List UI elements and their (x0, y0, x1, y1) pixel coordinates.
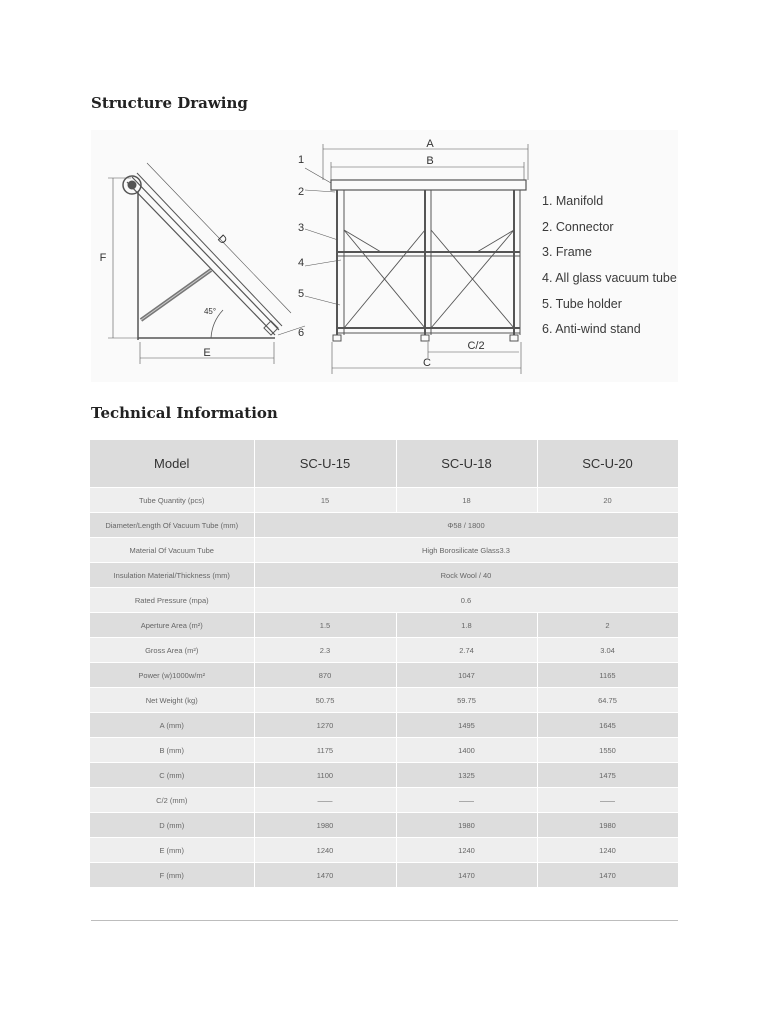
table-cell: 3.04 (537, 638, 678, 663)
table-row (90, 763, 678, 788)
table-row (90, 738, 678, 763)
row-label: C (mm) (90, 763, 254, 788)
table-cell: 1470 (396, 863, 537, 888)
row-label: Gross Area (m²) (90, 638, 254, 663)
legend-item: 4. All glass vacuum tube (542, 271, 677, 286)
dim-label-d: D (215, 232, 230, 247)
column-header: SC-U-15 (254, 440, 396, 488)
table-row (90, 813, 678, 838)
merged-cell: 0.6 (254, 588, 678, 613)
dim-label-b: B (426, 155, 434, 167)
parts-legend (542, 189, 677, 343)
dim-label-c: C (423, 357, 431, 369)
table-row (90, 588, 678, 613)
table-row (90, 688, 678, 713)
table-row (90, 538, 678, 563)
table-cell: 2.74 (396, 638, 537, 663)
table-cell: 1495 (396, 713, 537, 738)
row-label: Rated Pressure (mpa) (90, 588, 254, 613)
table-cell: 870 (254, 663, 396, 688)
table-row (90, 663, 678, 688)
dim-label-a: A (426, 138, 434, 150)
table-cell: 1240 (254, 838, 396, 863)
table-cell: 15 (254, 488, 396, 513)
table-cell: 1475 (537, 763, 678, 788)
row-label: B (mm) (90, 738, 254, 763)
table-cell: 1240 (396, 838, 537, 863)
row-label: C/2 (mm) (90, 788, 254, 813)
structure-drawing-heading: Structure Drawing (91, 94, 248, 112)
column-header: Model (90, 440, 254, 488)
dim-label-f: F (99, 252, 107, 264)
row-label: Diameter/Length Of Vacuum Tube (mm) (90, 513, 254, 538)
row-label: Insulation Material/Thickness (mm) (90, 563, 254, 588)
callout-2: 2 (297, 186, 305, 198)
callout-4: 4 (297, 257, 305, 269)
callout-6: 6 (297, 327, 305, 339)
merged-cell: Rock Wool / 40 (254, 563, 678, 588)
row-label: Tube Quantity (pcs) (90, 488, 254, 513)
row-label: D (mm) (90, 813, 254, 838)
table-cell: 1550 (537, 738, 678, 763)
callout-5: 5 (297, 288, 305, 300)
dim-label-e: E (203, 347, 211, 359)
merged-cell: High Borosilicate Glass3.3 (254, 538, 678, 563)
table-cell: 1270 (254, 713, 396, 738)
table-row (90, 638, 678, 663)
table-cell: 1047 (396, 663, 537, 688)
callout-1: 1 (297, 154, 305, 166)
table-row (90, 863, 678, 888)
table-cell: 1400 (396, 738, 537, 763)
legend-item: 3. Frame (542, 245, 593, 260)
table-row (90, 838, 678, 863)
table-cell: —— (254, 788, 396, 813)
row-label: Power (w)1000w/m² (90, 663, 254, 688)
table-cell: 2.3 (254, 638, 396, 663)
bottom-divider (91, 920, 678, 921)
legend-item: 1. Manifold (542, 194, 604, 208)
table-cell: 1980 (537, 813, 678, 838)
row-label: F (mm) (90, 863, 254, 888)
table-cell: 1165 (537, 663, 678, 688)
table-row (90, 563, 678, 588)
structure-drawing (91, 130, 678, 382)
table-cell: 18 (396, 488, 537, 513)
table-cell: 1980 (254, 813, 396, 838)
table-cell: 1175 (254, 738, 396, 763)
table-cell: 1470 (537, 863, 678, 888)
table-row (90, 488, 678, 513)
table-cell: —— (537, 788, 678, 813)
table-cell: 64.75 (537, 688, 678, 713)
legend-item: 6. Anti-wind stand (542, 322, 641, 337)
angle-label: 45° (203, 307, 217, 316)
table-row (90, 788, 678, 813)
row-label: Net Weight (kg) (90, 688, 254, 713)
table-cell: 1100 (254, 763, 396, 788)
technical-information-heading: Technical Information (91, 404, 278, 422)
table-cell: 50.75 (254, 688, 396, 713)
table-cell: —— (396, 788, 537, 813)
table-cell: 59.75 (396, 688, 537, 713)
table-cell: 1.8 (396, 613, 537, 638)
table-row (90, 713, 678, 738)
dim-label-c-half: C/2 (467, 340, 485, 352)
legend-item: 5. Tube holder (542, 296, 622, 311)
table-cell: 1325 (396, 763, 537, 788)
table-cell: 1470 (254, 863, 396, 888)
table-cell: 2 (537, 613, 678, 638)
column-header: SC-U-18 (396, 440, 537, 488)
table-cell: 20 (537, 488, 678, 513)
legend-item: 2. Connector (542, 219, 614, 234)
callout-3: 3 (297, 222, 305, 234)
table-header-row (90, 440, 678, 488)
row-label: E (mm) (90, 838, 254, 863)
table-cell: 1645 (537, 713, 678, 738)
row-label: Material Of Vacuum Tube (90, 538, 254, 563)
table-cell: 1.5 (254, 613, 396, 638)
table-cell: 1980 (396, 813, 537, 838)
table-row (90, 613, 678, 638)
row-label: Aperture Area (m²) (90, 613, 254, 638)
column-header: SC-U-20 (537, 440, 678, 488)
table-cell: 1240 (537, 838, 678, 863)
row-label: A (mm) (90, 713, 254, 738)
technical-table (90, 440, 679, 887)
merged-cell: Φ58 / 1800 (254, 513, 678, 538)
table-row (90, 513, 678, 538)
